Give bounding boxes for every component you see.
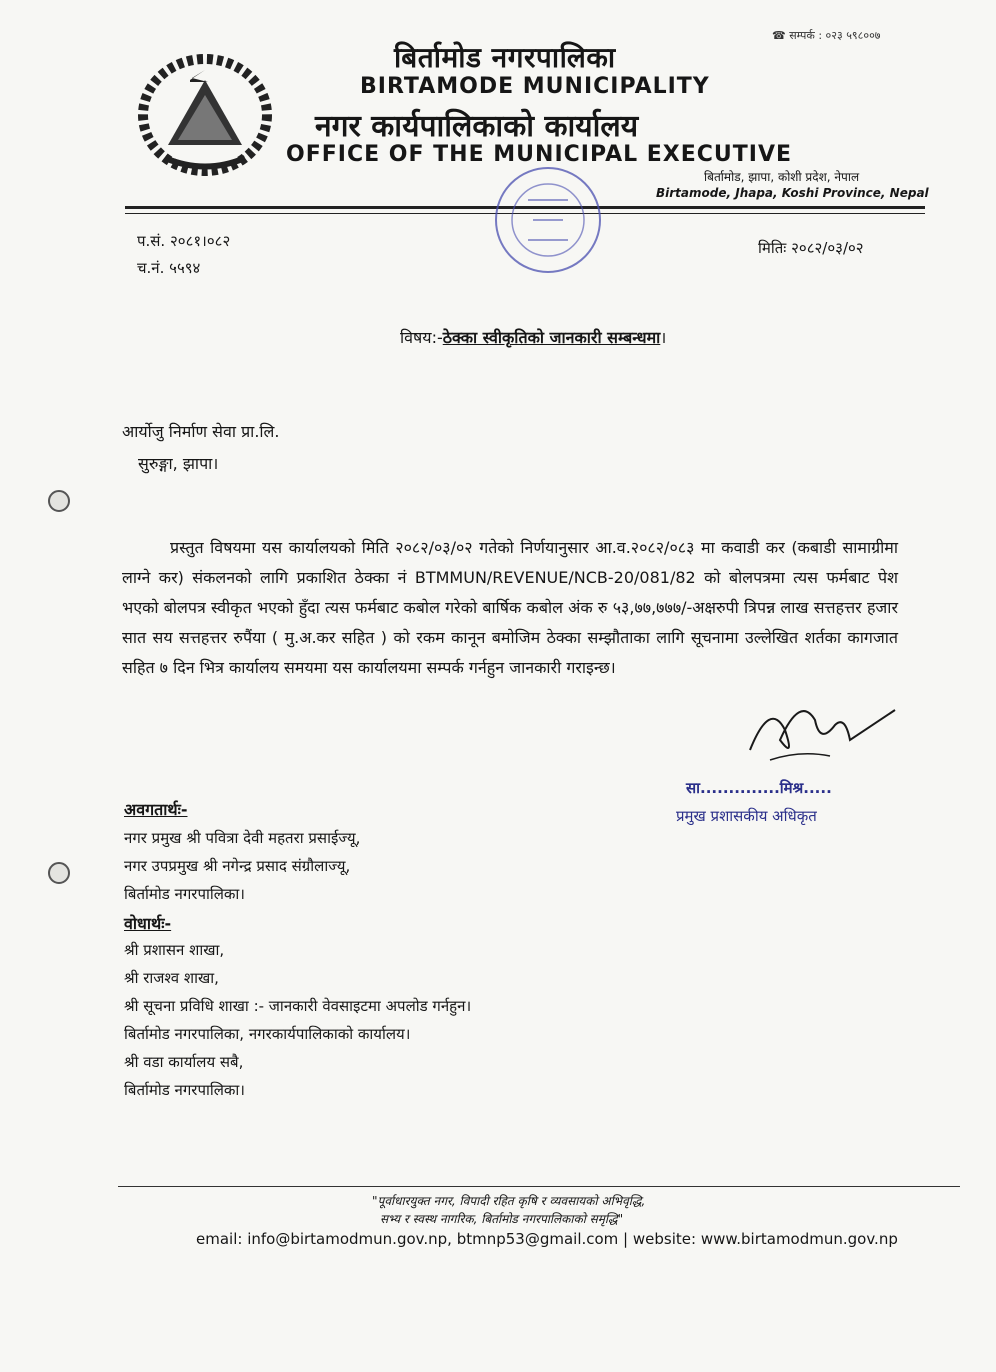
- org-name-nepali: बिर्तामोड नगरपालिका: [394, 41, 616, 74]
- cc-info-item: नगर उपप्रमुख श्री नगेन्द्र प्रसाद संग्रौलाज्यू,: [124, 857, 351, 875]
- phone-number: ☎ सम्पर्क : ०२३ ५९८००७: [772, 29, 881, 42]
- recipient-address: सुरुङ्गा, झापा।: [138, 454, 219, 473]
- address-english: Birtamode, Jhapa, Koshi Province, Nepal: [656, 186, 929, 200]
- recipient-name: आर्योजु निर्माण सेवा प्रा.लि.: [122, 422, 280, 441]
- cc-action-item: श्री राजश्व शाखा,: [124, 969, 219, 987]
- reference-number: प.सं. २०८१।०८२: [137, 232, 231, 250]
- letter-date: मितिः २०८२/०३/०२: [758, 239, 864, 257]
- footer-rule: [118, 1186, 960, 1187]
- footer-motto-line2: सभ्य र स्वस्थ नागरिक, बिर्तामोड नगरपालिकाको समृद्धि": [380, 1212, 624, 1226]
- signatory-title: प्रमुख प्रशासकीय अधिकृत: [676, 807, 817, 825]
- cc-info-heading: अवगतार्थः-: [124, 800, 188, 819]
- office-name-nepali: नगर कार्यपालिकाको कार्यालय: [315, 109, 639, 144]
- cc-action-item: बिर्तामोड नगरपालिका।: [124, 1081, 245, 1099]
- cc-info-item: बिर्तामोड नगरपालिका।: [124, 885, 245, 903]
- subject-line: [400, 326, 666, 348]
- dispatch-number: च.नं. ५५९४: [137, 259, 201, 277]
- cc-action-item: श्री सूचना प्रविधि शाखा :- जानकारी वेवसाइटमा अपलोड गर्नहुन।: [124, 997, 472, 1015]
- nepal-emblem-icon: [130, 40, 280, 180]
- office-name-english: OFFICE OF THE MUNICIPAL EXECUTIVE: [286, 142, 793, 167]
- footer-motto-line1: "पूर्वाधारयुक्त नगर, विपादी रहित कृषि र व्यवसायको अभिवृद्धि,: [372, 1194, 646, 1208]
- punch-hole: [48, 862, 70, 884]
- punch-hole: [48, 490, 70, 512]
- office-stamp-icon: [488, 160, 608, 280]
- cc-action-item: श्री वडा कार्यालय सबै,: [124, 1053, 244, 1071]
- signature-icon: [740, 690, 900, 770]
- subject-prefix: विषय:-: [400, 328, 443, 347]
- cc-action-item: श्री प्रशासन शाखा,: [124, 941, 225, 959]
- cc-info-item: नगर प्रमुख श्री पवित्रा देवी महतरा प्रसाईज्यू,: [124, 829, 361, 847]
- cc-action-item: बिर्तामोड नगरपालिका, नगरकार्यपालिकाको कार्यालय।: [124, 1025, 411, 1043]
- org-name-english: BIRTAMODE MUNICIPALITY: [360, 74, 710, 99]
- subject-text: ठेक्का स्वीकृतिको जानकारी सम्बन्धमा: [442, 328, 661, 347]
- signatory-name: सा..............मिश्र.....: [686, 779, 832, 797]
- letter-body: प्रस्तुत विषयमा यस कार्यालयको मिति २०८२/०३/०२ गतेको निर्णयानुसार आ.व.२०८२/०८३ मा कवाडी कर (कबाडी सामाग्रीमा लाग्ने कर) संकलनको लागि प्रकाशित ठेक्का नं BTMMUN/REVENUE/NCB-20/081/82 को बोलपत्रमा त्यस फर्मबाट पेश भएको बोलपत्र स्वीकृत भएको हुँदा त्यस फर्मबाट कबोल गरेको बार्षिक कबोल अंक रु ५३,७७,७७७/-अक्षरुपी त्रिपन्न लाख सत्तहत्तर हजार सात सय सत्तहत्तर रुपैंया ( मु.अ.कर सहित ) को रकम कानून बमोजिम ठेक्का सम्झौताका लागि सूचनामा उल्लेखित शर्तका कागजात सहित ७ दिन भित्र कार्यालय समयमा यस कार्यालयमा सम्पर्क गर्नहुन जानकारी गराइन्छ।: [122, 538, 898, 677]
- address-nepali: बिर्तामोड, झापा, कोशी प्रदेश, नेपाल: [704, 170, 860, 184]
- subject-suffix: ।: [660, 328, 667, 347]
- footer-contact: email: info@birtamodmun.gov.np, btmnp53@gmail.com | website: www.birtamodmun.gov.np: [196, 1230, 898, 1248]
- cc-action-heading: वोधार्थः-: [124, 914, 172, 933]
